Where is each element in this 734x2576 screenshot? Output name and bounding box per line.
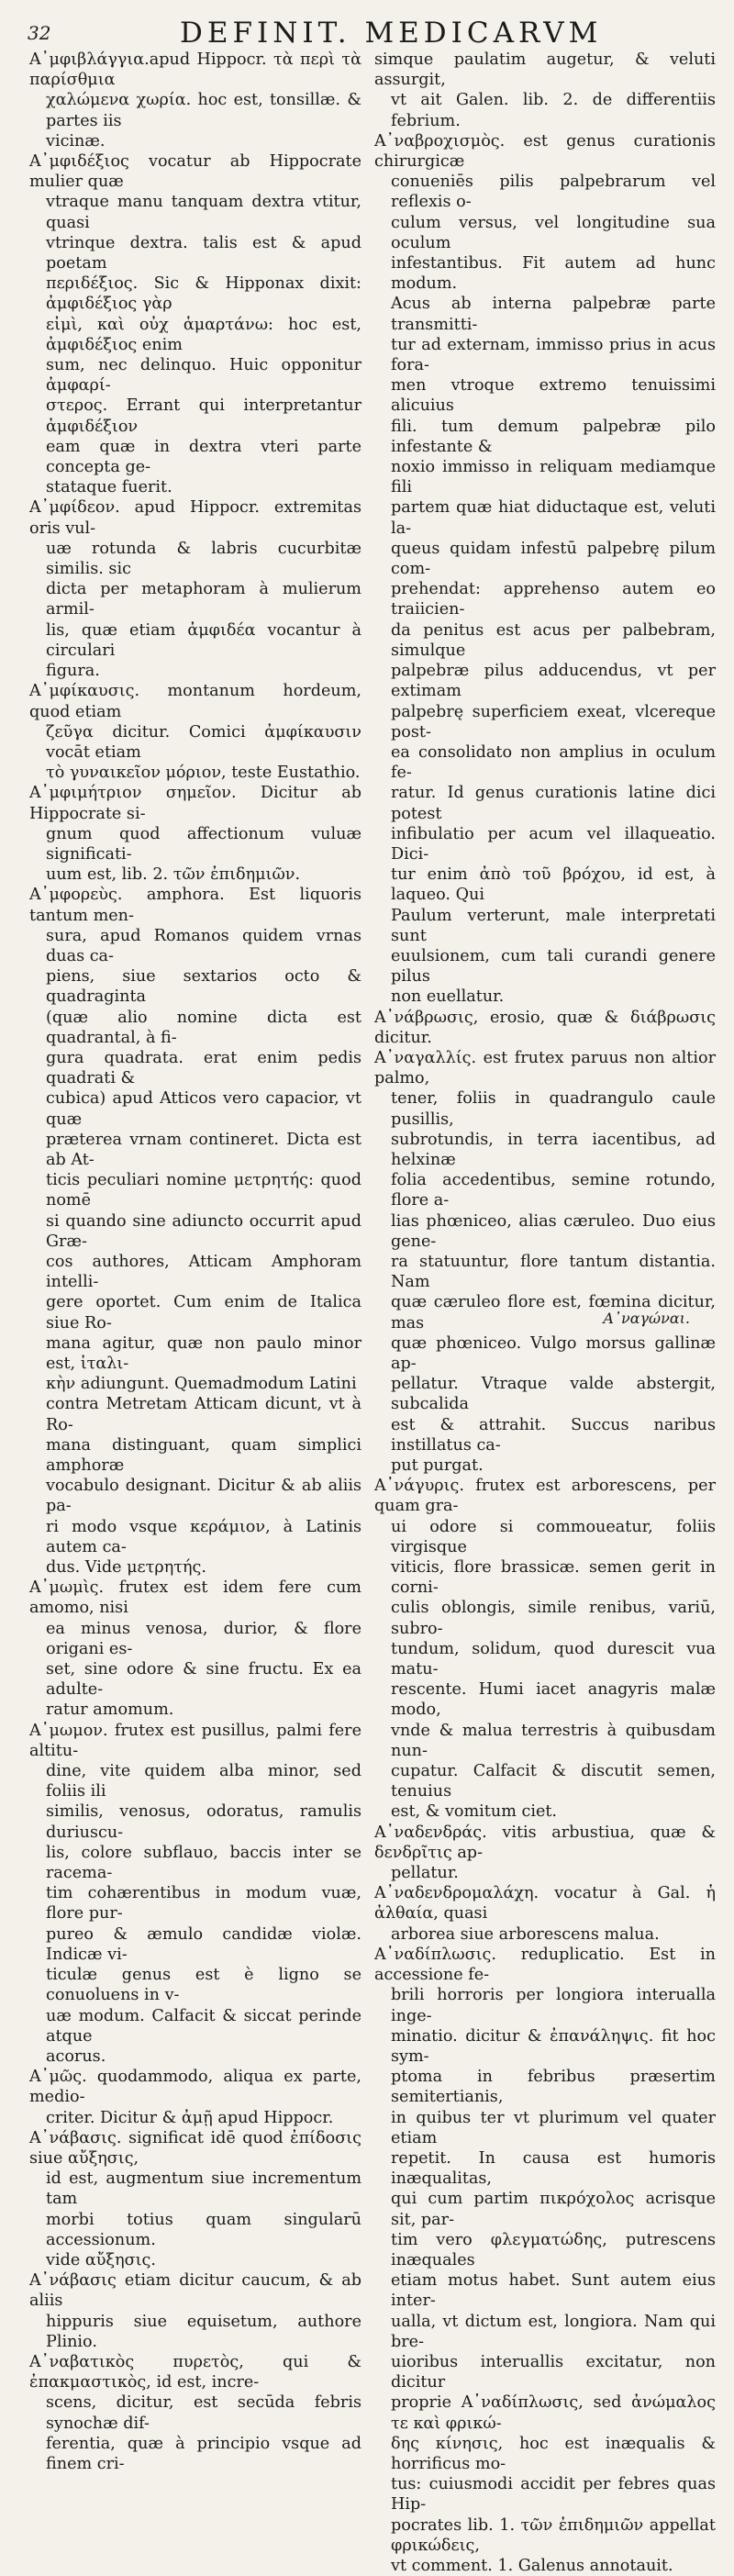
entry-first-line: A᾽μωμον. frutex est pusillus, palmi fere altitu- (29, 1721, 361, 1760)
dictionary-entry (29, 497, 361, 681)
entry-line: partem quæ hiat diductaque est, veluti la- (391, 498, 716, 538)
entry-line: tur enim ἀπὸ τοῦ βρόχου, id est, à laqueo. Qui (391, 865, 716, 905)
entry-line: Paulum verterunt, male interpretati sunt (391, 906, 716, 945)
entry-line: tus: cuiusmodi accidit per febres quas Hip- (391, 2475, 716, 2515)
entry-line: ualla, vt dictum est, longiora. Nam qui bre- (391, 2312, 716, 2351)
entry-first-line: A᾽μφορεὺς. amphora. Est liquoris tantum men- (29, 886, 361, 925)
dictionary-entry (374, 1476, 716, 1822)
entry-line: vtrinque dextra. talis est & apud poetam (46, 233, 361, 273)
entry-line: qui cum partim πικρόχολος acrisque sit, par- (391, 2190, 716, 2229)
entry-line: sum, nec delinquo. Huic opponitur ἀμφαρί- (46, 356, 361, 396)
dictionary-entry (374, 1945, 716, 2576)
dictionary-entry (29, 2270, 361, 2352)
dictionary-entry (29, 2067, 361, 2128)
entry-line: ticulæ genus est è ligno se conuoluens in v- (46, 1966, 361, 2005)
dictionary-entry (29, 681, 361, 783)
entry-first-line: A᾽μωμὶς. frutex est idem fere cum amomo, nisi (29, 1578, 361, 1618)
entry-line: rescente. Humi iacet anagyris malæ modo, (391, 1680, 716, 1720)
dictionary-entry (374, 1008, 716, 1048)
entry-line: δης κίνησις, hoc est inæqualis & horrificus mo- (391, 2434, 716, 2473)
entry-line: uæ modum. Calfacit & siccat perinde atque (46, 2006, 361, 2046)
entry-line: repetit. In causa est humoris inæqualitas, (391, 2148, 716, 2189)
entry-line: ri modo vsque κεράμιον, à Latinis autem ca- (46, 1517, 361, 1556)
entry-line: est & attrahit. Succus naribus instillatus ca- (391, 1415, 716, 1455)
entry-line: ticis peculiari nomine μετρητής: quod nomē (46, 1171, 361, 1210)
entry-line: gnum quod affectionum vuluæ significati- (46, 824, 361, 864)
entry-line: noxio immisso in reliquam mediamque fili (391, 458, 716, 497)
entry-line: acorus. (46, 2046, 106, 2066)
entry-line: vicinæ. (46, 131, 106, 151)
entry-first-line: A᾽ναδενδράς. vitis arbustiua, quæ & δενδρῖτις ap- (374, 1823, 716, 1862)
page-number: 32 (28, 22, 51, 44)
dictionary-entry (374, 1883, 716, 1945)
dictionary-entry (374, 1823, 716, 1884)
entry-line: tundum, solidum, quod durescit vua matu- (391, 1639, 716, 1679)
entry-first-line: A᾽ναδίπλωσις. reduplicatio. Est in accessione fe- (374, 1945, 716, 1985)
entry-line: pocrates lib. 1. τῶν ἐπιδημιῶν appellat φρικώδεις, (391, 2515, 716, 2555)
entry-line: χαλώμενα χωρία. hoc est, tonsillæ. & partes iis (46, 91, 361, 130)
entry-line: εἰμὶ, καὶ οὐχ ἁμαρτάνω: hoc est, ἀμφιδέξιος enim (46, 315, 361, 354)
entry-line: στερος. Errant qui interpretantur ἀμφιδέξιον (46, 396, 361, 436)
entry-line: ferentia, quæ à principio vsque ad finem cri- (46, 2434, 361, 2473)
entry-line: cupatur. Calfacit & discutit semen, tenuius (391, 1762, 716, 1801)
entry-line: uioribus interuallis excitatur, non dicitur (391, 2352, 716, 2392)
catchword: A᾽ναγώναι. (603, 1310, 690, 1327)
entry-line: piens, siue sextarios octo & quadraginta (46, 967, 361, 1007)
entry-line: ratur amomum. (46, 1701, 174, 1720)
entry-line: viticis, flore brassicæ. semen gerit in corni- (391, 1558, 716, 1598)
entry-line: ra statuuntur, flore tantum distantia. Nam (391, 1252, 716, 1292)
running-head: DEFINIT. MEDICARVM (180, 17, 603, 50)
dictionary-entry (374, 50, 716, 131)
entry-first-line: A᾽νάβρωσις, erosio, quæ & διάβρωσις dicitur. (374, 1008, 716, 1047)
entry-line: ui odore si commoueatur, foliis virgisque (391, 1517, 716, 1556)
entry-line: da penitus est acus per palbebram, simulque (391, 620, 716, 660)
entry-first-line: A᾽μφίδεον. apud Hippocr. extremitas oris vul- (29, 498, 361, 538)
entry-line: palpebræ pilus adducendus, vt per extimam (391, 662, 716, 701)
entry-line: mana agitur, quæ non paulo minor est, ἰταλι- (46, 1333, 361, 1373)
entry-line: euulsionem, cum tali curandi genere pilus (391, 946, 716, 987)
entry-first-line: A᾽μῶς. quodammodo, aliqua ex parte, medio- (29, 2068, 361, 2107)
entry-line: id est, augmentum siue incrementum tam (46, 2169, 361, 2209)
entry-line: folia accedentibus, semine rotundo, flore a- (391, 1171, 716, 1210)
entry-line: tim vero φλεγματώδης, putrescens inæquales (391, 2230, 716, 2269)
entry-line: pellatur. Vtraque valde abstergit, subcalida (391, 1375, 716, 1414)
entry-line: ζεῦγα dicitur. Comici ἀμφίκαυσιν vocāt etiam (46, 722, 361, 762)
entry-line: figura. (46, 662, 100, 681)
entry-line: men vtroque extremo tenuissimi alicuius (391, 376, 716, 416)
entry-first-line: A᾽μφιβλάγγια.apud Hippocr. τὰ περὶ τὰ παρίσθμια (29, 50, 361, 90)
entry-line: τὸ γυναικεῖον μόριον, teste Eustathio. (46, 764, 361, 783)
entry-line: cos authores, Atticam Amphoram intelli- (46, 1252, 361, 1292)
entry-line: minatio. dicitur & ἐπανάληψις. fit hoc sym- (391, 2026, 716, 2066)
entry-line: contra Metretam Atticam dicunt, vt à Ro- (46, 1395, 361, 1434)
entry-line: sura, apud Romanos quidem vrnas duas ca- (46, 926, 361, 965)
entry-line: vt comment. 1. Galenus annotauit. (391, 2556, 673, 2575)
entry-line: dus. Vide μετρητής. (46, 1558, 206, 1578)
dictionary-entry (29, 885, 361, 1578)
entry-first-line: A᾽μφίκαυσις. montanum hordeum, quod etiam (29, 682, 361, 721)
entry-line: infibulatio per acum vel illaqueatio. Dici- (391, 824, 716, 864)
entry-line: tim cohærentibus in modum vuæ, flore pur- (46, 1884, 361, 1924)
entry-line: vtraque manu tanquam dextra vtitur, quasi (46, 193, 361, 232)
entry-line: uum est, lib. 2. τῶν ἐπιδημιῶν. (46, 865, 301, 885)
entry-line: vt ait Galen. lib. 2. de differentiis febrium. (391, 91, 716, 130)
entry-line: set, sine odore & sine fructu. Ex ea adulte- (46, 1660, 361, 1700)
entry-line: quæ cæruleo flore est, fœmina dicitur, mas (391, 1293, 716, 1333)
entry-line: cubica) apud Atticos vero capacior, vt quæ (46, 1089, 361, 1129)
entry-line: etiam motus habet. Sunt autem eius inter- (391, 2271, 716, 2311)
entry-line: vnde & malua terrestris à quibusdam nun- (391, 1721, 716, 1760)
dictionary-entry (29, 2352, 361, 2474)
entry-first-line: A᾽νάγυρις. frutex est arborescens, per quam gra- (374, 1477, 716, 1516)
entry-line: mana distinguant, quam simplici amphoræ (46, 1435, 361, 1476)
dictionary-entry (374, 1048, 716, 1476)
entry-line: put purgat. (391, 1456, 484, 1476)
entry-line: lis, quæ etiam ἀμφιδέα vocantur à circulari (46, 620, 361, 660)
dictionary-entry (29, 50, 361, 151)
entry-line: scens, dicitur, est secūda febris synochæ dif- (46, 2393, 361, 2433)
entry-line: arborea siue arborescens malua. (391, 1924, 660, 1944)
entry-first-line: A᾽μφιμήτριον σημεῖον. Dicitur ab Hippocrate si- (29, 784, 361, 823)
entry-line: lis, colore subflauo, baccis inter se racema- (46, 1843, 361, 1883)
entry-line: brili horroris per longiora interualla inge- (391, 1986, 716, 2025)
entry-first-line: A᾽νάβασις. significat idē quod ἐπίδοσις siue αὔξησις, (29, 2128, 361, 2168)
dictionary-entry (29, 151, 361, 497)
entry-line: quæ phœniceo. Vulgo morsus gallinæ ap- (391, 1333, 716, 1373)
entry-line: ratur. Id genus curationis latine dici potest (391, 784, 716, 823)
entry-line: queus quidam infestū palpebrę pilum com- (391, 539, 716, 579)
entry-line: (quæ alio nomine dicta est quadrantal, à fi- (46, 1008, 361, 1047)
entry-line: vide αὔξησις. (46, 2250, 156, 2269)
entry-line: dine, vite quidem alba minor, sed foliis ili (46, 1762, 361, 1801)
entry-line: culis oblongis, simile renibus, variū, subro- (391, 1599, 716, 1638)
entry-line: culum versus, vel longitudine sua oculum (391, 213, 716, 252)
entry-line: κὴν adiungunt. Quemadmodum Latini (46, 1375, 357, 1394)
entry-line: non euellatur. (391, 987, 505, 1007)
entry-line: vocabulo designant. Dicitur & ab aliis pa- (46, 1477, 361, 1516)
entry-first-line: A᾽ναγαλλίς. est frutex paruus non altior palmo, (374, 1048, 716, 1088)
entry-line: palpebrę superficiem exeat, vlcereque post- (391, 702, 716, 742)
dictionary-entry (29, 783, 361, 885)
entry-first-line: A᾽ναδενδρομαλάχη. vocatur à Gal. ἡ ἀλθαία, quasi (374, 1884, 716, 1924)
dictionary-entry (29, 1578, 361, 1720)
entry-line: lias phœniceo, alias cæruleo. Duo eius gene- (391, 1211, 716, 1251)
entry-line: est, & vomitum ciet. (391, 1802, 558, 1822)
entry-line: proprie A᾽ναδίπλωσις, sed ἀνώμαλος τε καὶ φρικώ- (391, 2393, 716, 2433)
entry-line: Acus ab interna palpebræ parte transmitti- (391, 295, 716, 334)
entry-line: tur ad externam, immisso prius in acus fora- (391, 335, 716, 375)
dictionary-entry (374, 131, 716, 1008)
entry-line: dicta per metaphoram à mulierum armil- (46, 580, 361, 619)
entry-line: gere oportet. Cum enim de Italica siue Ro- (46, 1293, 361, 1333)
entry-line: in quibus ter vt plurimum vel quater etiam (391, 2108, 716, 2147)
entry-line: uæ rotunda & labris cucurbitæ similis. sic (46, 539, 361, 579)
entry-first-line: A᾽νάβασις etiam dicitur caucum, & ab aliis (29, 2271, 361, 2311)
entry-first-line: simque paulatim augetur, & veluti assurgit, (374, 50, 716, 90)
entry-line: fili. tum demum palpebræ pilo infestante & (391, 417, 716, 456)
entry-line: ea consolidato non amplius in oculum fe- (391, 742, 716, 783)
entry-line: ea minus venosa, durior, & flore origani es- (46, 1619, 361, 1658)
entry-line: criter. Dicitur & ἀμῇ apud Hippocr. (46, 2108, 334, 2127)
entry-line: morbi totius quam singularū accessionum. (46, 2210, 361, 2249)
entry-first-line: A᾽ναβατικὸς πυρετὸς, qui & ἐπακμαστικὸς, id est, incre- (29, 2352, 361, 2392)
entry-line: præterea vrnam contineret. Dicta est ab At- (46, 1130, 361, 1169)
entry-line: eam quæ in dextra vteri parte concepta ge- (46, 437, 361, 477)
left-column (29, 50, 361, 2474)
entry-first-line: A᾽ναβροχισμὸς. est genus curationis chirurgicæ (374, 131, 716, 172)
entry-line: περιδέξιος. Sic & Hipponax dixit: ἀμφιδέξιος γὰρ (46, 274, 361, 314)
entry-line: conueniēs pilis palpebrarum vel reflexis o- (391, 173, 716, 212)
entry-line: subrotundis, in terra iacentibus, ad helxinæ (391, 1130, 716, 1169)
entry-line: ptoma in febribus præsertim semitertianis, (391, 2068, 716, 2107)
entry-line: infestantibus. Fit autem ad hunc modum. (391, 254, 716, 294)
entry-line: pureo & æmulo candidæ violæ. Indicæ vi- (46, 1924, 361, 1964)
entry-line: prehendat: apprehenso autem eo traiicien- (391, 580, 716, 619)
entry-line: similis, venosus, odoratus, ramulis duriuscu- (46, 1802, 361, 1842)
entry-line: stataque fuerit. (46, 478, 172, 497)
dictionary-entry (29, 1721, 361, 2067)
entry-first-line: A᾽μφιδέξιος vocatur ab Hippocrate mulier quæ (29, 152, 361, 192)
entry-line: tener, foliis in quadrangulo caule pusillis, (391, 1089, 716, 1129)
entry-line: hippuris siue equisetum, authore Plinio. (46, 2312, 361, 2351)
entry-line: si quando sine adiuncto occurrit apud Græ- (46, 1211, 361, 1251)
entry-line: gura quadrata. erat enim pedis quadrati & (46, 1048, 361, 1088)
dictionary-entry (29, 2128, 361, 2270)
entry-line: pellatur. (391, 1864, 459, 1883)
